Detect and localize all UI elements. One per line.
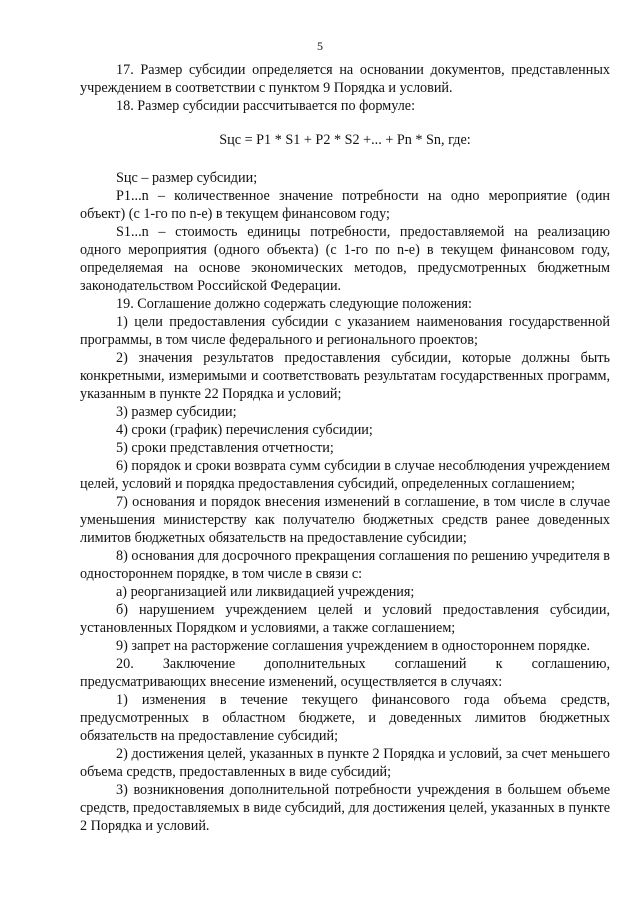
definition-p: P1...n – количественное значение потребности на одно мероприятие (один объект) (с 1-го по n-е) в текущем финансовом году; <box>80 188 610 222</box>
list-item: а) реорганизацией или ликвидацией учреждения; <box>116 584 415 600</box>
list-item: 3) возникновения дополнительной потребности учреждения в большем объеме средств, предоставляемых в виде субсидий, для достижения целей, указанных в пункте 2 Порядка и условий. <box>80 782 610 834</box>
list-item: 7) основания и порядок внесения изменений в соглашение, в том числе в случае уменьшения министерству как получателю бюджетных средств ранее доведенных лимитов бюджетных обязательств на предоставление субсидии; <box>80 494 610 546</box>
paragraph-20: 20. Заключение дополнительных соглашений к соглашению, предусматривающих внесение изменений, осуществляется в случаях: <box>80 656 610 690</box>
paragraph-19: 19. Соглашение должно содержать следующие положения: <box>116 296 472 312</box>
list-item: 8) основания для досрочного прекращения соглашения по решению учредителя в одностороннем порядке, в том числе в связи с: <box>80 548 610 582</box>
page-number: 5 <box>317 39 323 53</box>
list-item: 1) изменения в течение текущего финансового года объема средств, предусмотренных в областном бюджете, и доведенных лимитов бюджетных обязательств на предоставление субсидий; <box>80 692 610 744</box>
list-item: 5) сроки представления отчетности; <box>116 440 334 456</box>
list-item: 1) цели предоставления субсидии с указанием наименования государственной программы, в том числе федерального и регионального проектов; <box>80 314 610 348</box>
document-body <box>80 61 610 835</box>
list-item: 6) порядок и сроки возврата сумм субсидии в случае несоблюдения учреждением целей, условий и порядка предоставления субсидий, определенных соглашением; <box>80 458 610 492</box>
list-item: 2) достижения целей, указанных в пункте 2 Порядка и условий, за счет меньшего объема средств, предоставленных в виде субсидий; <box>80 746 610 780</box>
definition-s: Sцс – размер субсидии; <box>116 170 258 186</box>
paragraph-18: 18. Размер субсидии рассчитывается по формуле: <box>116 98 416 114</box>
list-item: 3) размер субсидии; <box>116 404 237 420</box>
list-item: 2) значения результатов предоставления субсидии, которые должны быть конкретными, измеримыми и соответствовать результатам государственных программ, указанным в пункте 22 Порядка и условий; <box>80 350 610 402</box>
list-item: 9) запрет на расторжение соглашения учреждением в одностороннем порядке. <box>116 638 591 654</box>
formula: Sцс = P1 * S1 + P2 * S2 +... + Pn * Sn, где: <box>219 132 471 148</box>
definition-s-unit: S1...n – стоимость единицы потребности, предоставляемой на реализацию одного мероприятия (одного объекта) (с 1-го по n-е) в текущем финансовом году, определяемая на основе экономических методов, предусмотренных бюджетным законодательством Российской Федерации. <box>80 224 610 294</box>
paragraph-17: 17. Размер субсидии определяется на основании документов, представленных учреждением в соответствии с пунктом 9 Порядка и условий. <box>80 62 610 96</box>
list-item: 4) сроки (график) перечисления субсидии; <box>116 422 373 438</box>
list-item: б) нарушением учреждением целей и условий предоставления субсидии, установленных Порядком и условиями, а также соглашением; <box>80 602 610 636</box>
